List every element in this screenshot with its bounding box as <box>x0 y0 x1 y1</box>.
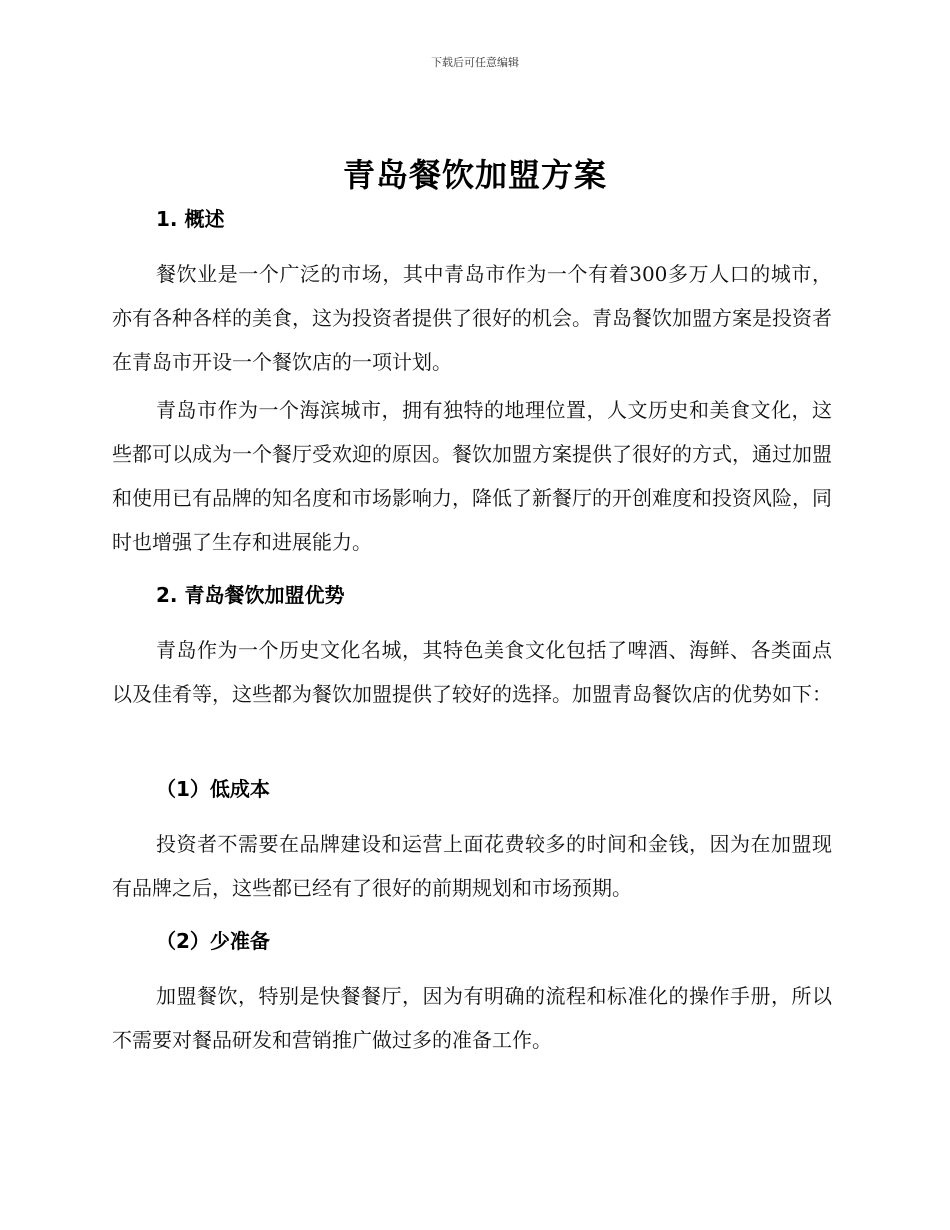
subsection-1-heading: （1）低成本 <box>156 777 270 801</box>
section-1-paragraph-2-block <box>112 388 832 564</box>
subsection-2-paragraph: 加盟餐饮，特别是快餐餐厅，因为有明确的流程和标准化的操作手册，所以不需要对餐品研发和营销推广做过多的准备工作。 <box>112 984 832 1052</box>
section-1-heading: 1. 概述 <box>156 207 225 231</box>
page-title: 青岛餐饮加盟方案 <box>342 156 607 194</box>
section-2-heading: 2. 青岛餐饮加盟优势 <box>156 583 345 607</box>
header-note: 下载后可任意编辑 <box>431 56 519 69</box>
subsection-2-heading-block <box>112 926 832 956</box>
section-1-paragraph-1: 餐饮业是一个广泛的市场，其中青岛市作为一个有着300多万人口的城市，亦有各种各样的美食，这为投资者提供了很好的机会。青岛餐饮加盟方案是投资者在青岛市开设一个餐饮店的一项计划。 <box>112 262 832 374</box>
subsection-1-heading-block <box>112 774 832 804</box>
section-2-heading-block <box>112 580 832 610</box>
section-2-paragraph-1: 青岛作为一个历史文化名城，其特色美食文化包括了啤酒、海鲜、各类面点以及佳肴等，这些都为餐饮加盟提供了较好的选择。加盟青岛餐饮店的优势如下： <box>112 638 832 706</box>
subsection-1-paragraph-block <box>112 822 832 910</box>
subsection-1-paragraph: 投资者不需要在品牌建设和运营上面花费较多的时间和金钱，因为在加盟现有品牌之后，这些都已经有了很好的前期规划和市场预期。 <box>112 832 832 900</box>
section-1-paragraph-1-block <box>112 252 832 384</box>
section-1-heading-block <box>112 204 832 234</box>
subsection-2-heading: （2）少准备 <box>156 929 270 953</box>
section-2-paragraph-1-block <box>112 628 832 716</box>
section-1-paragraph-2: 青岛市作为一个海滨城市，拥有独特的地理位置，人文历史和美食文化，这些都可以成为一个餐厅受欢迎的原因。餐饮加盟方案提供了很好的方式，通过加盟和使用已有品牌的知名度和市场影响力，降低了新餐厅的开创难度和投资风险，同时也增强了生存和进展能力。 <box>112 398 832 554</box>
subsection-2-paragraph-block <box>112 974 832 1062</box>
